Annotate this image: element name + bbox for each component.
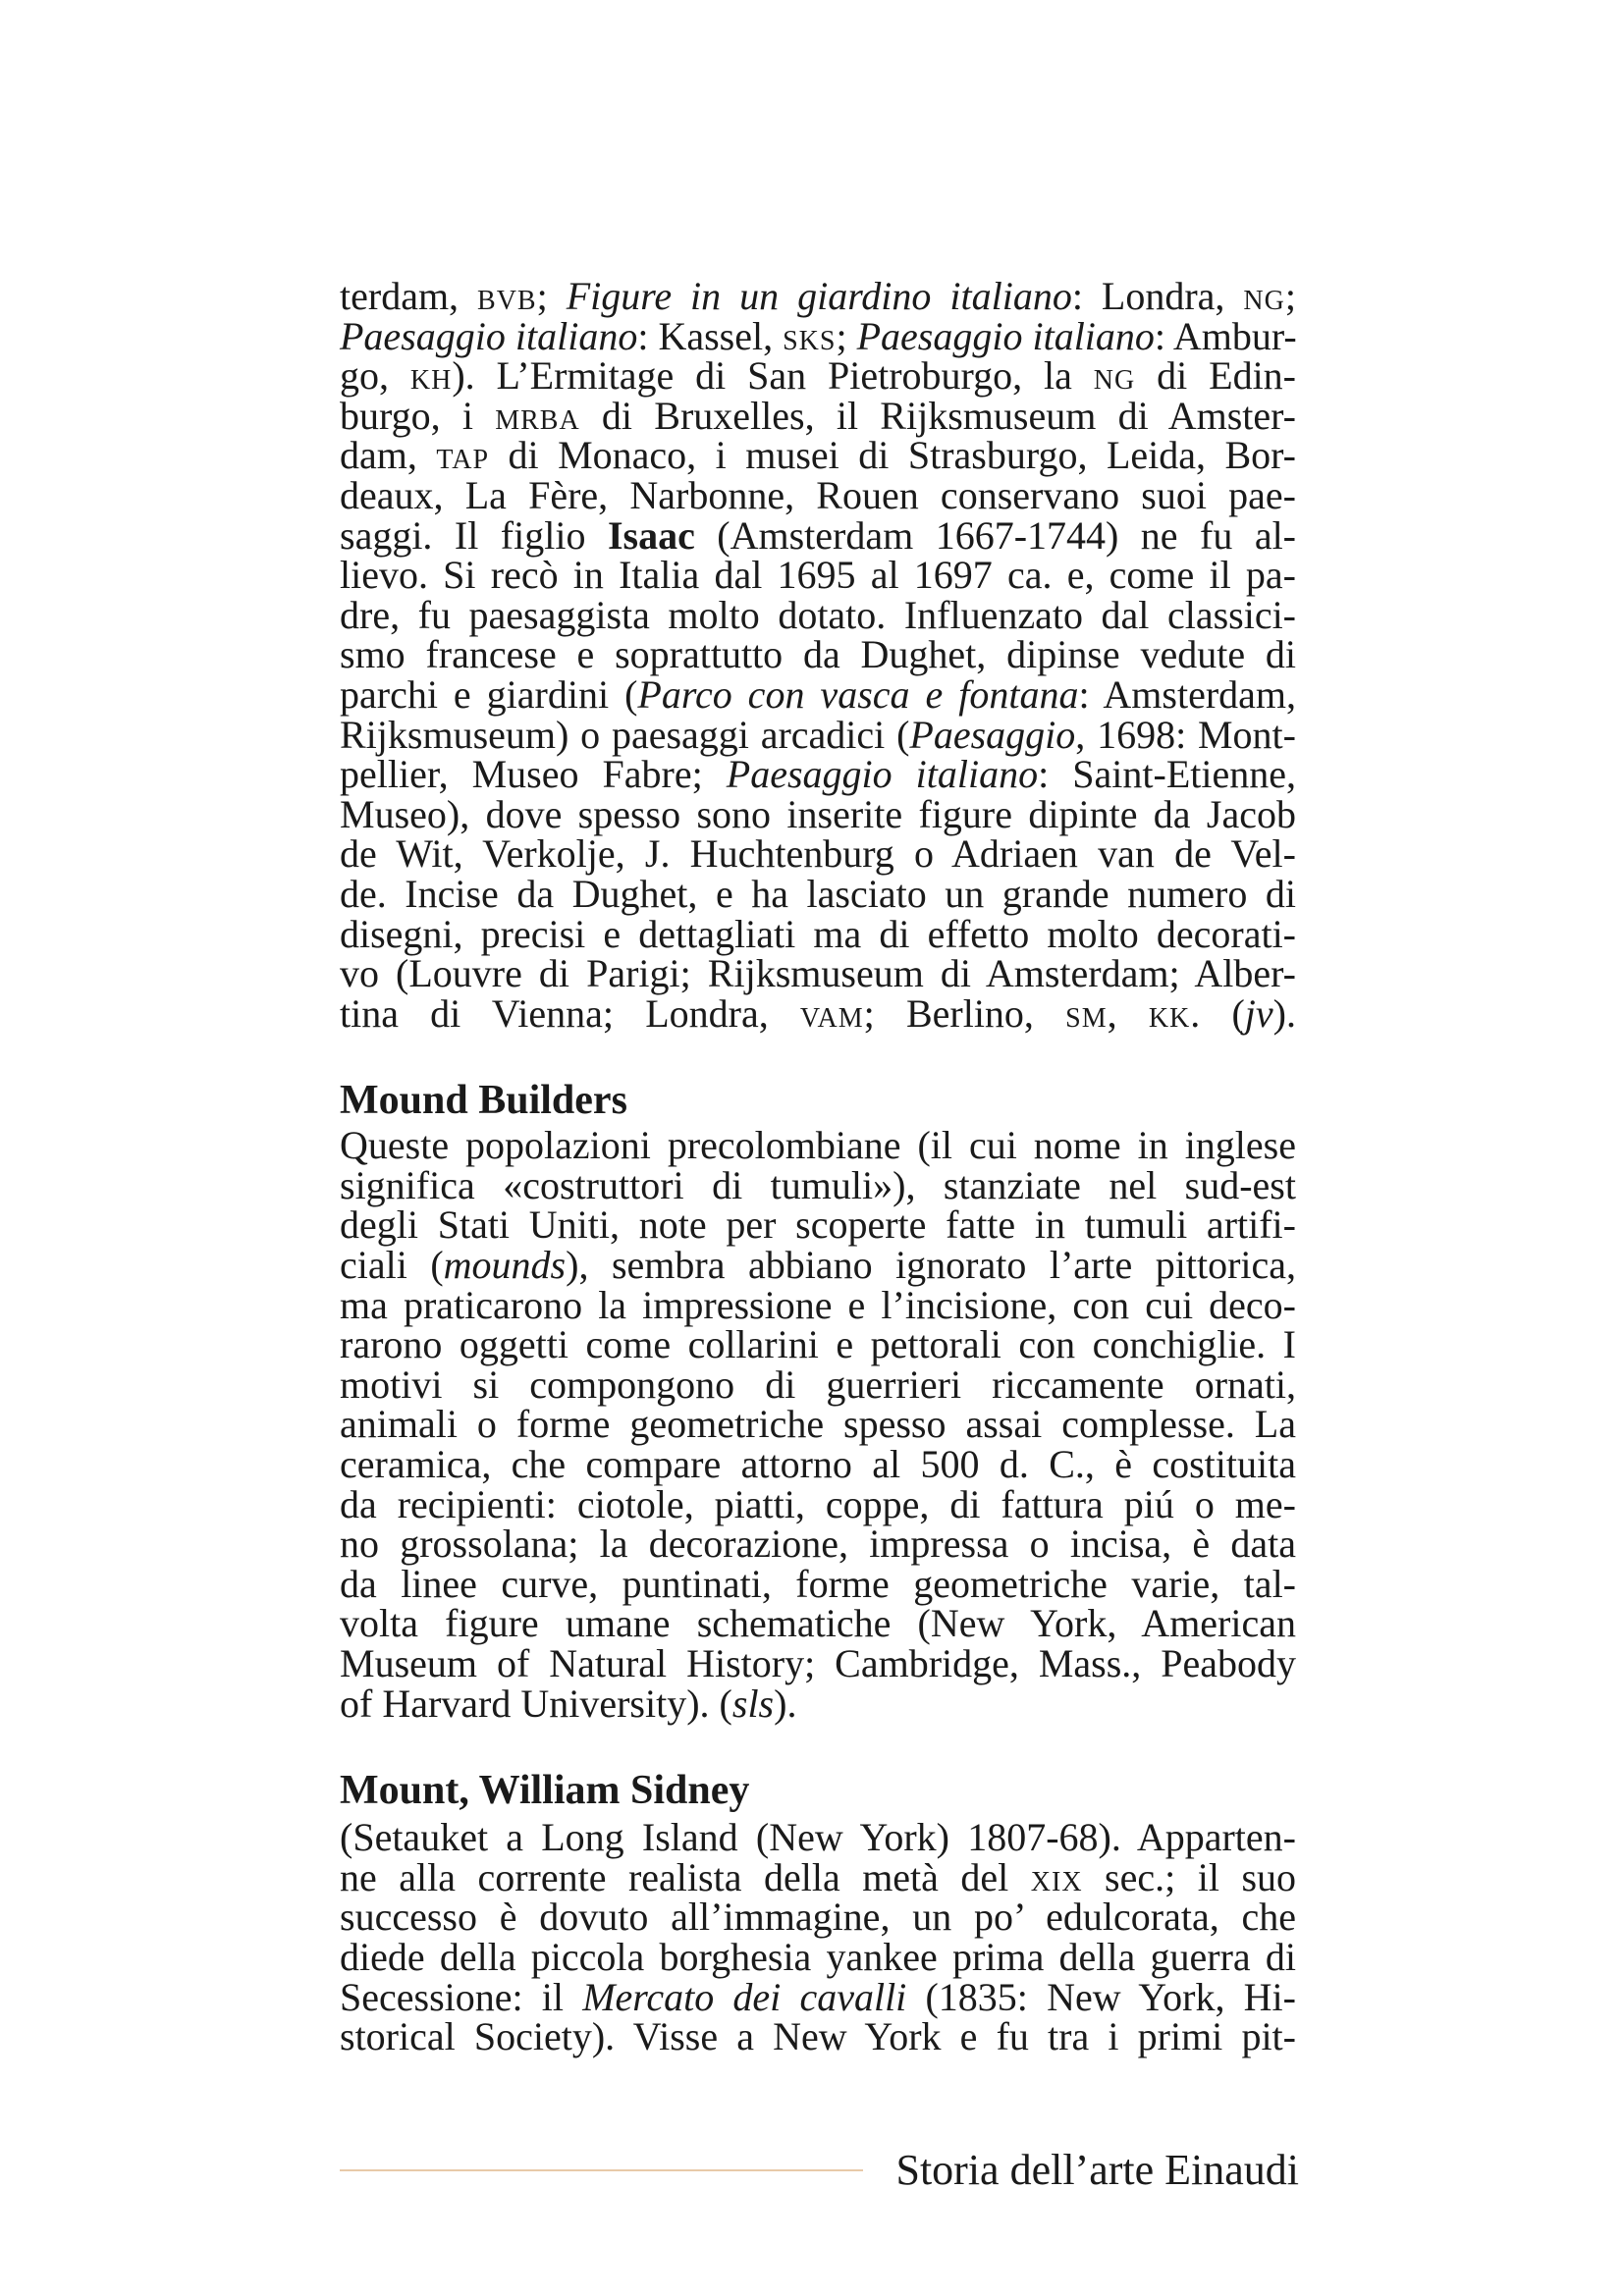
text-run: , (1107, 990, 1149, 1036)
italic-text: Parco con vasca e fontana (637, 671, 1079, 717)
text-line (340, 632, 1296, 677)
text-run: ), sembra abbiano ignorato l’arte pittorica, (566, 1243, 1297, 1288)
text-line (340, 472, 1296, 517)
text-run: go, (340, 353, 410, 399)
text-run: : Saint-Etienne, (1038, 752, 1297, 797)
italic-text: jv (1244, 990, 1273, 1036)
text-line (340, 1815, 1296, 1860)
text-line (340, 712, 1296, 757)
abbreviation: bvb (477, 274, 537, 318)
italic-text: Paesaggio italiano (340, 313, 638, 358)
text-line (340, 1854, 1297, 1899)
text-line (340, 831, 1296, 877)
text-run: successo è dovuto all’immagine, un po’ edulcorata, che (340, 1895, 1296, 1940)
text-run: di Bruxelles, il Rijksmuseum di Amster- (579, 393, 1296, 438)
text-run: storical Society). Visse a New York e fu tra i primi pit- (340, 2014, 1296, 2059)
text-run: Rijksmuseum) o paesaggi arcadici ( (340, 712, 910, 757)
text-run: Museum of Natural History; Cambridge, Mass., Peabody (340, 1641, 1296, 1685)
text-line (340, 1481, 1296, 1526)
text-line (340, 592, 1296, 637)
bold-name: Isaac (607, 512, 695, 558)
text-run: de Wit, Verkolje, J. Huchtenburg o Adriaen van de Vel- (340, 831, 1296, 877)
text-line (340, 1162, 1296, 1207)
italic-text: sls (731, 1681, 775, 1726)
text-line (340, 791, 1296, 836)
entry-mount-paragraph (340, 1815, 1297, 2059)
text-run: of Harvard University). ( (340, 1681, 732, 1726)
text-line (340, 1897, 1296, 1938)
text-run: deaux, La Fère, Narbonne, Rouen conservano suoi pae- (340, 472, 1296, 517)
text-line (340, 990, 1296, 1036)
text-run: ). (774, 1681, 797, 1726)
text-line (340, 393, 1296, 438)
text-line (340, 671, 1297, 717)
text-run: diede della piccola borghesia yankee prima della guerra di (340, 1934, 1296, 1979)
text-run: ; (1284, 274, 1296, 318)
entry-continuation-paragraph (340, 274, 1297, 1036)
text-run: smo francese e soprattutto da Dughet, dipinse vedute di (340, 632, 1296, 677)
text-run: : Amsterdam, (1078, 671, 1297, 717)
text-line (340, 752, 1297, 797)
text-run: ; (536, 274, 567, 318)
text-run: ). (1272, 990, 1296, 1036)
text-run: rarono oggetti come collarini e pettorali con conchiglie. I (340, 1322, 1296, 1367)
text-line (340, 1322, 1296, 1367)
footer-publication-title: Storia dell’arte Einaudi (895, 2146, 1299, 2194)
text-line (340, 1123, 1296, 1168)
text-line (340, 1362, 1296, 1407)
italic-text: Paesaggio italiano (856, 313, 1155, 358)
text-run: no grossolana; la decorazione, impressa o incisa, è data (340, 1522, 1296, 1567)
text-run: da linee curve, puntinati, forme geometriche varie, tal- (340, 1561, 1296, 1606)
text-run: ; Berlino, (863, 990, 1066, 1036)
text-line (340, 313, 1297, 358)
abbreviation: mrba (495, 393, 580, 438)
text-run: : Ambur- (1154, 313, 1297, 358)
italic-text: mounds (443, 1243, 567, 1288)
italic-text: Paesaggio italiano (726, 752, 1039, 797)
text-run: : Kassel, (637, 313, 784, 358)
text-run: (Amsterdam 1667-1744) ne fu al- (694, 512, 1297, 558)
abbreviation: kk (1148, 990, 1191, 1036)
text-run: parchi e giardini ( (340, 671, 638, 717)
text-run: lievo. Si recò in Italia dal 1695 al 1697 ca. e, come il pa- (340, 553, 1296, 598)
text-line (340, 1243, 1297, 1288)
text-run: de. Incise da Dughet, e ha lasciato un grande numero di (340, 871, 1296, 916)
text-line (340, 1601, 1296, 1646)
text-run: ; (836, 313, 857, 358)
text-run: . ( (1190, 990, 1245, 1036)
italic-text: Figure in un giardino italiano (566, 274, 1072, 318)
italic-text: Mercato dei cavalli (582, 1974, 907, 2019)
text-run: : Londra, (1071, 274, 1244, 318)
text-run: tina di Vienna; Londra, (340, 990, 800, 1036)
text-run: (Setauket a Long Island (New York) 1807-68). Apparten- (340, 1815, 1296, 1860)
text-run: ne alla corrente realista della metà del (340, 1854, 1031, 1899)
text-run: da recipienti: ciotole, piatti, coppe, di fattura piú o me- (340, 1481, 1296, 1526)
text-run: dre, fu paesaggista molto dotato. Influenzato dal classici- (340, 592, 1296, 637)
text-line (340, 1442, 1296, 1487)
text-run: dam, (340, 433, 437, 478)
text-run: animali o forme geometriche spesso assai complesse. La (340, 1402, 1296, 1447)
footer-rule (340, 2169, 863, 2171)
text-line (340, 871, 1296, 916)
text-run: ma praticarono la impressione e l’incisione, con cui deco- (340, 1282, 1296, 1327)
text-run: vo (Louvre di Parigi; Rijksmuseum di Amsterdam; Alber- (340, 951, 1296, 996)
text-line (340, 951, 1296, 996)
abbreviation: kh (409, 353, 453, 399)
text-line (340, 1934, 1296, 1979)
abbreviation: tap (436, 433, 490, 478)
abbreviation: xix (1030, 1854, 1083, 1899)
abbreviation: sm (1065, 990, 1108, 1036)
text-line (340, 512, 1297, 558)
text-line (340, 353, 1297, 399)
text-run: pellier, Museo Fabre; (340, 752, 727, 797)
text-run: ). L’Ermitage di San Pietroburgo, la (452, 353, 1094, 399)
text-run: Museo), dove spesso sono inserite figure dipinte da Jacob (340, 791, 1296, 836)
text-run: Secessione: il (340, 1974, 583, 2019)
text-run: ceramica, che compare attorno al 500 d. C., è costituita (340, 1442, 1296, 1487)
text-run: motivi si compongono di guerrieri riccamente ornati, (340, 1362, 1296, 1407)
text-line (340, 1282, 1296, 1327)
text-run: disegni, precisi e dettagliati ma di effetto molto decorati- (340, 911, 1296, 956)
text-line (340, 2014, 1296, 2059)
text-line (340, 274, 1296, 318)
text-line (340, 1402, 1296, 1447)
entry-heading-mound-builders: Mound Builders (340, 1078, 627, 1124)
abbreviation: sks (783, 313, 837, 358)
text-run: ciali ( (340, 1243, 444, 1288)
entry-heading-mount-william-sidney: Mount, William Sidney (340, 1768, 750, 1814)
text-line (340, 911, 1296, 956)
text-run: saggi. Il figlio (340, 512, 608, 558)
text-line (340, 1641, 1296, 1685)
text-run: volta figure umane schematiche (New York, American (340, 1601, 1296, 1646)
text-run: di Edin- (1135, 353, 1297, 399)
text-run: significa «costruttori di tumuli»), stanziate nel sud-est (340, 1162, 1296, 1207)
text-line (340, 553, 1296, 598)
text-line (340, 1202, 1296, 1248)
text-column (340, 274, 1297, 2059)
text-run: di Monaco, i musei di Strasburgo, Leida, Bor- (489, 433, 1296, 478)
text-line (340, 1561, 1296, 1606)
italic-text: Paesaggio (909, 712, 1076, 757)
text-run: (1835: New York, Hi- (906, 1974, 1296, 2019)
text-line (340, 1974, 1296, 2019)
abbreviation: ng (1093, 353, 1136, 399)
text-run: degli Stati Uniti, note per scoperte fatte in tumuli artifi- (340, 1202, 1296, 1248)
text-run: , 1698: Mont- (1075, 712, 1296, 757)
text-line (340, 1524, 1296, 1565)
abbreviation: ng (1243, 274, 1285, 318)
text-line (340, 433, 1296, 478)
text-run: burgo, i (340, 393, 496, 438)
entry-mound-builders-paragraph (340, 1123, 1297, 1726)
text-run: terdam, (340, 274, 478, 318)
text-run: Queste popolazioni precolombiane (il cui nome in inglese (340, 1123, 1296, 1168)
text-line (340, 1681, 1296, 1726)
abbreviation: vam (799, 990, 864, 1036)
text-run: sec.; il suo (1082, 1854, 1297, 1899)
